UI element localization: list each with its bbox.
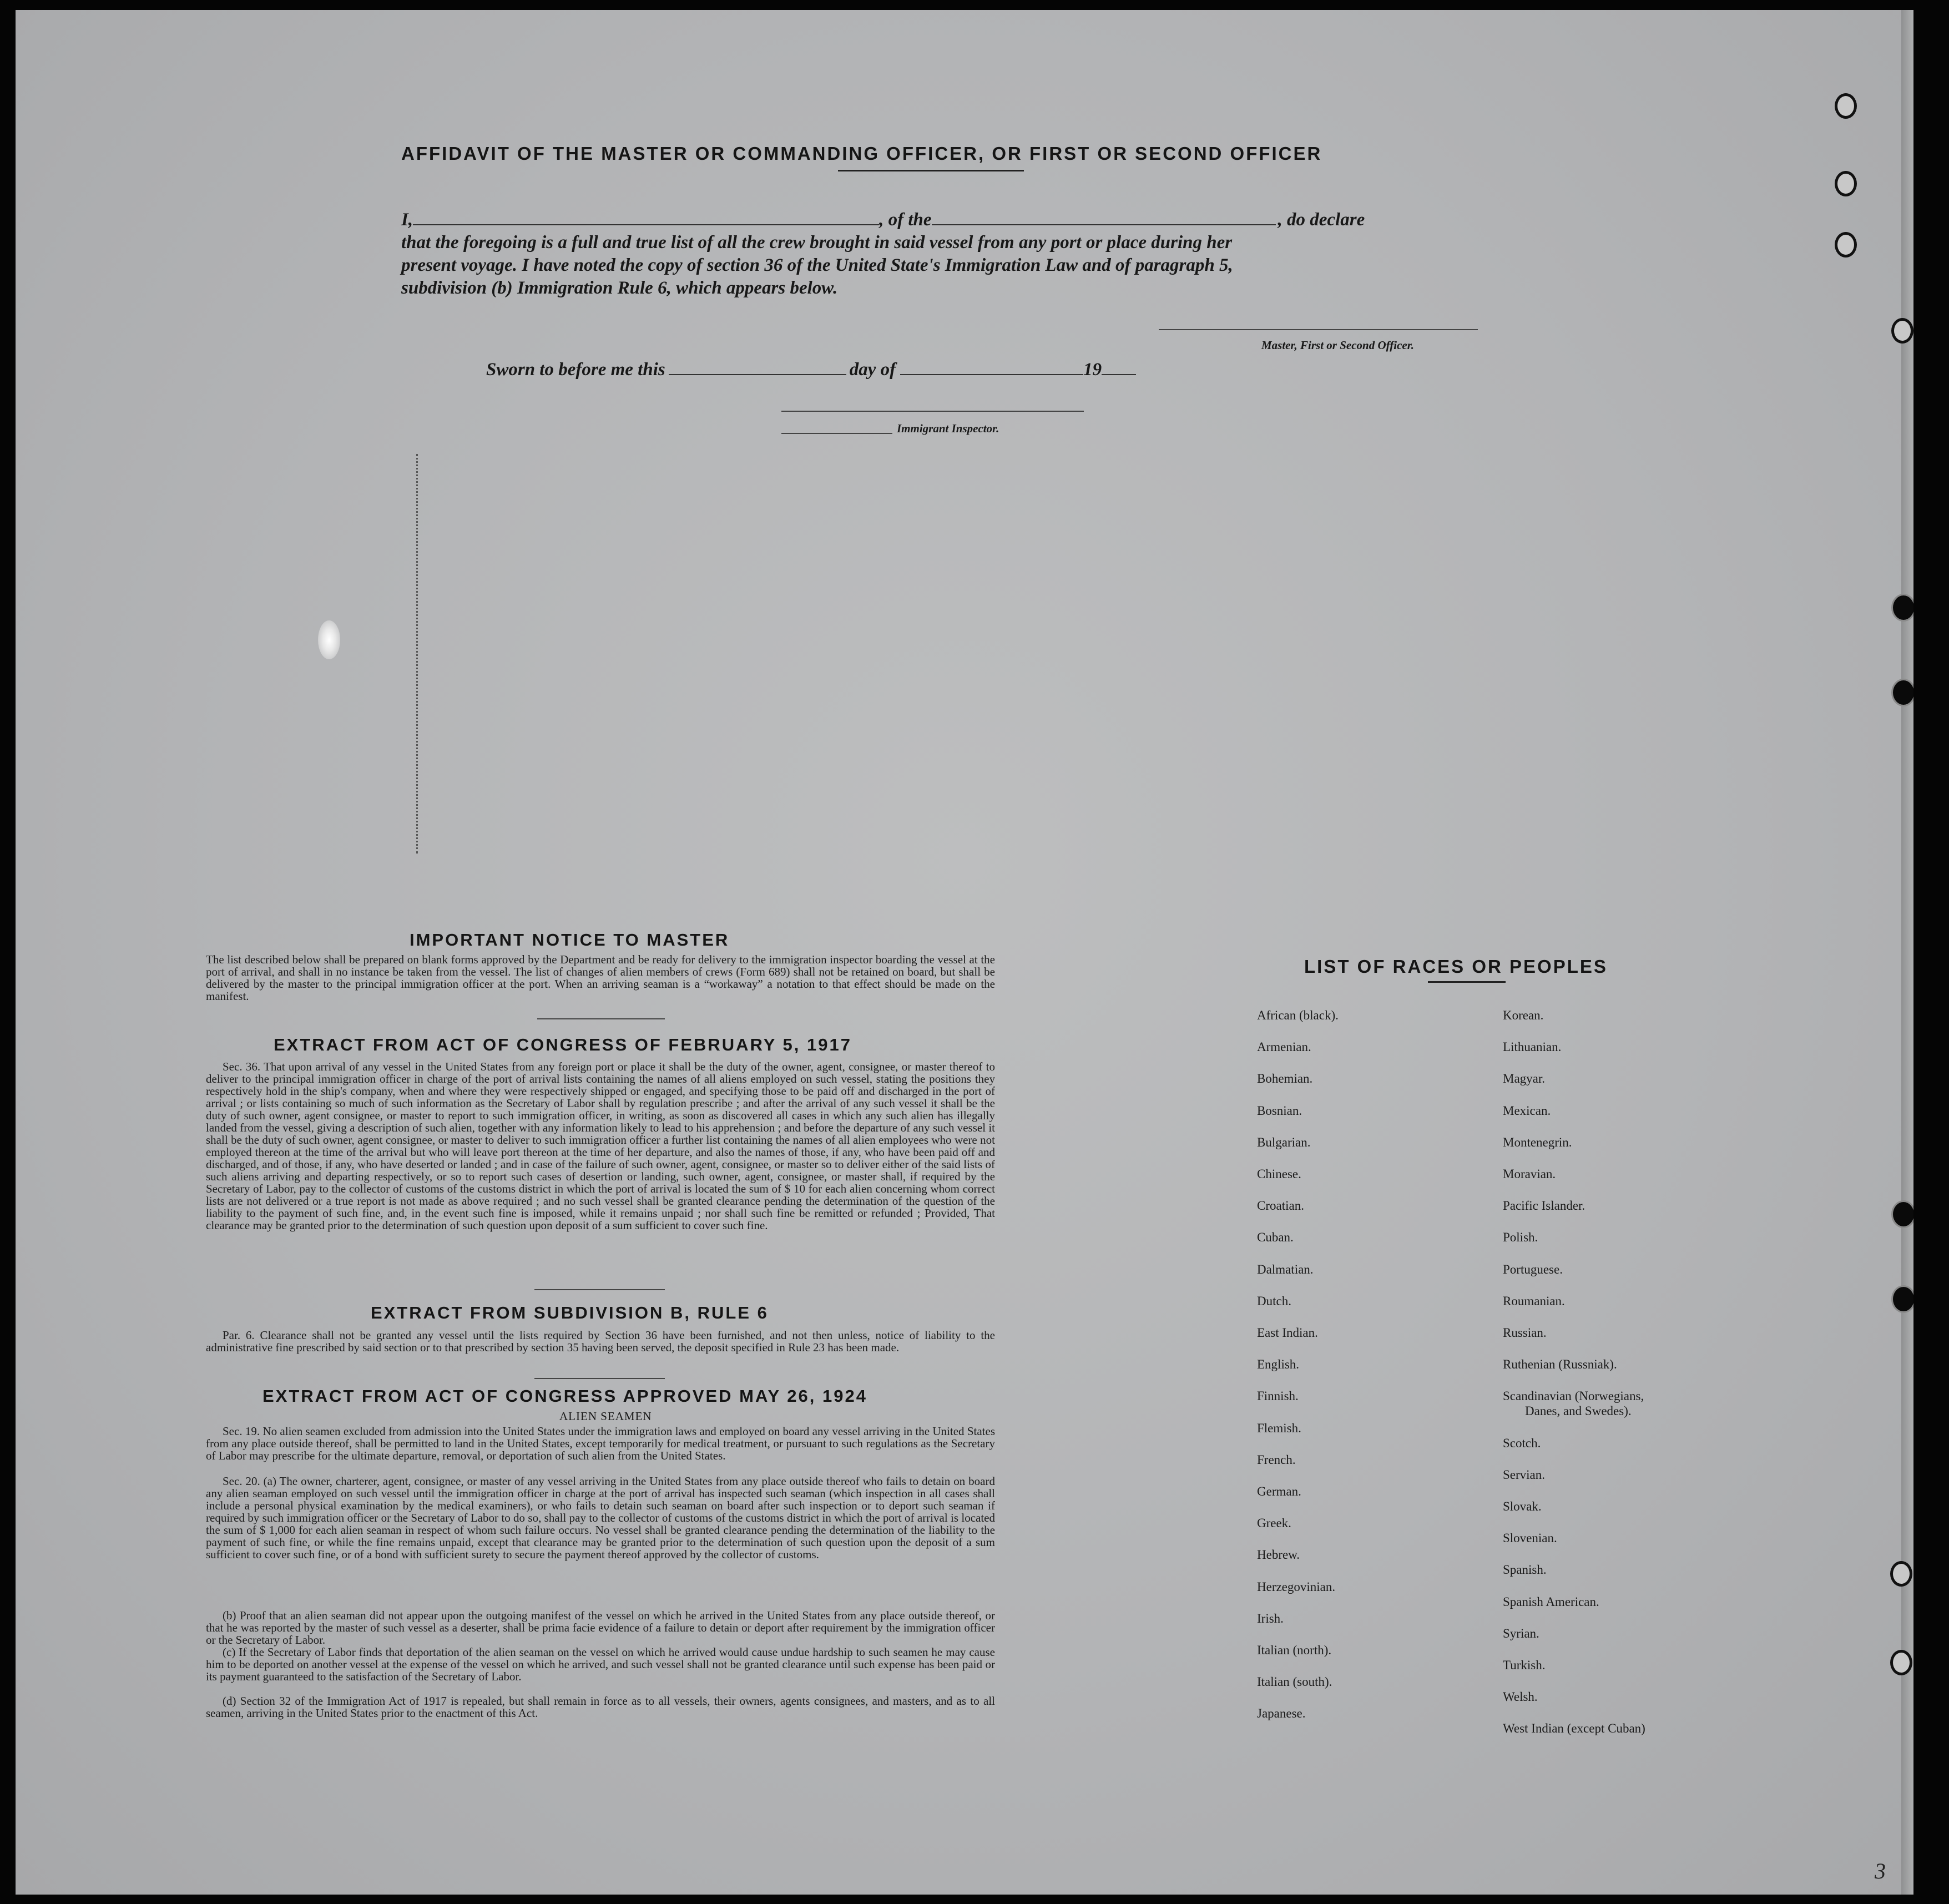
margin-dots <box>416 454 420 853</box>
race-item: Japanese. <box>1257 1706 1306 1721</box>
race-item: Slovenian. <box>1503 1531 1557 1546</box>
sworn-month-blank[interactable] <box>900 374 1083 375</box>
punch-hole <box>1890 1561 1912 1587</box>
race-item: Ruthenian (Russniak). <box>1503 1357 1617 1372</box>
race-item: Pacific Islander. <box>1503 1199 1586 1213</box>
race-item: Portuguese. <box>1503 1262 1563 1276</box>
extract-1917-text: Sec. 36. That upon arrival of any vessel in the United States from any foreign port or place it shall be the duty of the owner, agent, consignee, or master thereof to deliver to the principal immigration officer in charge of the port of arrival lists containing the names of all aliens employed on such vessel, stating the positions they respectively hold in the ship's company, when and where they were respectively shipped or engaged, and specifying those to be paid off and discharged in the port of arrival ; or lists containing so much of such information as the Secretary of Labor shall by regulation prescribe ; and after the arrival of any such vessel it shall be the duty of such owner, agent consignee, or master to report to such immigration officer, in writing, as soon as discovered all cases in which any such alien has illegally landed from the vessel, giving a description of such alien, together with any information likely to lead to his apprehension ; and before the departure of any such vessel it shall be the duty of such owner, agent consignee, or master to deliver to such immigration officer a further list containing the names of all alien employees who were not employed thereon at the time of the arrival but who will leave port thereon at the time of her departure, and also the names of those, if any, who have been paid off and discharged, and of those, if any, who have deserted or landed ; and in case of the failure of such owner, agent, consignee, or master so to deliver either of the said lists of such aliens arriving and departing respectively, or so to report such cases of desertion or landing, such owner, agent, consignee, or master shall, if required by the Secretary of Labor, pay to the collector of customs of the customs district in which the port of arrival is located the sum of $ 10 for each alien concerning whom correct lists are not delivered or a true report is not made as above required ; and no such vessel shall be granted clearance pending the determination of the question of the liability to the payment of such fine, and, in the event such fine is imposed, while it remains unpaid ; nor shall such fine be remitted or refunded ; Provided, That clearance may be granted prior to the determination of such question upon deposit of a sum sufficient to cover such fine. <box>206 1060 995 1232</box>
race-item: Korean. <box>1503 1008 1544 1022</box>
race-item: Cuban. <box>1257 1230 1294 1245</box>
sworn-day-blank[interactable] <box>669 374 846 375</box>
race-item: Danes, and Swedes). <box>1525 1404 1632 1418</box>
extract-1924-title: EXTRACT FROM ACT OF CONGRESS APPROVED MAY 26, 1924 <box>262 1386 867 1406</box>
race-item: French. <box>1257 1452 1296 1467</box>
race-item: Italian (south). <box>1257 1675 1332 1689</box>
race-item: Montenegrin. <box>1503 1135 1572 1149</box>
extract-1917-title: EXTRACT FROM ACT OF CONGRESS OF FEBRUARY 5, 1917 <box>274 1035 852 1054</box>
punch-hole <box>1890 1650 1912 1675</box>
race-item: Turkish. <box>1503 1658 1546 1672</box>
race-item: Scotch. <box>1503 1436 1541 1450</box>
extract-1917-rule <box>534 1289 665 1290</box>
punch-hole <box>1891 1285 1913 1313</box>
sworn-year-blank[interactable] <box>1102 374 1136 375</box>
races-list-right <box>1503 1008 1747 1751</box>
race-item: Dalmatian. <box>1257 1262 1314 1276</box>
sec-20b-text: (b) Proof that an alien seaman did not appear upon the outgoing manifest of the vessel on which he arrived in the United States from any place outside thereof, or that he was reported by the master of such vessel as a deserter, shall be prima facie evidence of a failure to detain or deport after requirement by the immigration officer or the Secretary of Labor. <box>206 1609 995 1647</box>
race-item: Slovak. <box>1503 1499 1542 1513</box>
race-item: Scandinavian (Norwegians, <box>1503 1389 1644 1403</box>
race-item: Spanish. <box>1503 1563 1547 1577</box>
declaration-line-4: subdivision (b) Immigration Rule 6, which appears below. <box>401 278 838 298</box>
race-item: Roumanian. <box>1503 1294 1565 1308</box>
inspector-short-line[interactable] <box>781 433 892 434</box>
race-item: Bohemian. <box>1257 1072 1313 1086</box>
notice-title: IMPORTANT NOTICE TO MASTER <box>410 930 730 950</box>
sworn-label: Sworn to before me this <box>486 360 665 380</box>
title-rule <box>838 170 1024 171</box>
race-item: Magyar. <box>1503 1072 1546 1086</box>
notice-rule <box>537 1018 665 1019</box>
race-item: Moravian. <box>1503 1167 1556 1181</box>
master-label: Master, First or Second Officer. <box>1261 339 1414 352</box>
sec-19-text: Sec. 19. No alien seamen excluded from admission into the United States under the immigration laws and employed on board any vessel arriving in the United States from any place outside thereof, shall be permitted to land in the United States, except temporarily for medical treatment, or pursuant to such regulations as the Secretary of Labor may prescribe for the ultimate departure, removal, or deportation of such alien from the United States. <box>206 1425 995 1462</box>
document-page <box>16 10 1913 1895</box>
punch-hole <box>1835 171 1857 196</box>
sworn-line <box>486 360 1136 380</box>
race-item: Russian. <box>1503 1326 1547 1340</box>
notice-text: The list described below shall be prepared on blank forms approved by the Department and be ready for delivery to the immigration inspector boarding the vessel at the port of arrival, and shall in no instance be taken from the vessel. The list of changes of alien members of crews (Form 689) shall not be retained on board, but shall be delivered by the master to the principal immigration officer at the port. When an arriving seaman is a “workaway” a notation to that effect should be made on the manifest. <box>206 953 995 1003</box>
affidavit-title: AFFIDAVIT OF THE MASTER OR COMMANDING OFFICER, OR FIRST OR SECOND OFFICER <box>401 143 1322 164</box>
affidavit-declaration <box>401 209 1481 300</box>
race-item: Welsh. <box>1503 1690 1538 1704</box>
page-edge <box>1901 10 1913 1895</box>
race-item: English. <box>1257 1357 1300 1372</box>
punch-hole <box>1891 679 1913 706</box>
race-item: Hebrew. <box>1257 1548 1300 1562</box>
extract-rule6-rule <box>534 1378 665 1379</box>
race-item: Spanish American. <box>1503 1594 1599 1609</box>
race-item: Bulgarian. <box>1257 1135 1311 1149</box>
race-item: Polish. <box>1503 1230 1538 1245</box>
declaration-of: , of the <box>879 210 932 230</box>
race-item: Lithuanian. <box>1503 1040 1562 1054</box>
declaration-i: I, <box>401 210 413 230</box>
sec-20d-text: (d) Section 32 of the Immigration Act of 1917 is repealed, but shall remain in force as to all vessels, their owners, agents consignees, and masters, and as to all seamen, arriving in the United States prior to the enactment of this Act. <box>206 1694 995 1720</box>
race-item: Armenian. <box>1257 1040 1311 1054</box>
race-item: West Indian (except Cuban) <box>1503 1721 1645 1736</box>
extract-1924-subtitle: ALIEN SEAMEN <box>559 1410 652 1423</box>
race-item: Bosnian. <box>1257 1103 1302 1118</box>
race-item: Dutch. <box>1257 1294 1291 1308</box>
race-item: Italian (north). <box>1257 1643 1332 1657</box>
name-blank[interactable] <box>413 224 879 225</box>
punch-hole <box>1891 318 1913 344</box>
punch-hole <box>1891 1200 1913 1228</box>
declaration-line-2: that the foregoing is a full and true list of all the crew brought in said vessel from any port or place during her <box>401 233 1233 252</box>
day-of-label: day of <box>849 360 896 380</box>
declaration-line-3: present voyage. I have noted the copy of section 36 of the United State's Immigration Law and of paragraph 5, <box>401 255 1233 275</box>
race-item: Greek. <box>1257 1516 1291 1531</box>
races-title: LIST OF RACES OR PEOPLES <box>1304 956 1608 977</box>
race-item: African (black). <box>1257 1008 1339 1022</box>
year-label: 19 <box>1083 360 1102 380</box>
inspector-signature-line[interactable] <box>781 411 1084 412</box>
race-item: Mexican. <box>1503 1103 1551 1118</box>
punch-hole <box>1835 232 1857 257</box>
punch-hole <box>1835 93 1857 119</box>
declaration-do: , do declare <box>1278 210 1365 230</box>
scan-glare <box>318 620 340 659</box>
inspector-label: Immigrant Inspector. <box>897 422 999 435</box>
race-item: Finnish. <box>1257 1389 1299 1403</box>
race-item: Syrian. <box>1503 1626 1539 1640</box>
race-item: German. <box>1257 1484 1301 1498</box>
extract-rule6-text: Par. 6. Clearance shall not be granted any vessel until the lists required by Section 36 have been furnished, and not then unless, notice of liability to the administrative fine prescribed by said section or to that prescribed by section 35 having been served, the deposit specified in Rule 23 has been made. <box>206 1329 995 1354</box>
race-item: Herzegovinian. <box>1257 1579 1336 1594</box>
race-item: East Indian. <box>1257 1326 1318 1340</box>
races-list-left <box>1257 1008 1479 1746</box>
sec-20c-text: (c) If the Secretary of Labor finds that deportation of the alien seaman on the vessel on which he arrived would cause undue hardship to such seamen he may cause him to be deported on another vessel at the expense of the vessel on which he arrived, and such vessel shall not be granted clearance until such expense has been paid or its payment guaranteed to the satisfaction of the Secretary of Labor. <box>206 1645 995 1683</box>
sec-20a-text: Sec. 20. (a) The owner, charterer, agent, consignee, or master of any vessel arriving in the United States from any place outside thereof who fails to detain on board any alien seaman employed on such vessel until the immigration officer in charge at the port of arrival has inspected such seaman (which inspection in all cases shall include a personal physical examination by the medical examiners), or who fails to detain such seaman on board after such inspection or to deport such seaman if required by such immigration officer or the Secretary of Labor to do so, shall pay to the collector of customs of the customs district in which the port of arrival is located the sum of $ 1,000 for each alien seaman in respect of whom such failure occurs. No vessel shall be granted clearance pending the determination of the liability to the payment of such fine, or while the fine remains unpaid, except that clearance may be granted prior to the determination of such question upon the deposit of a sum sufficient to cover such fine, or of a bond with sufficient surety to secure the payment thereof approved by the collector of customs. <box>206 1474 995 1561</box>
race-item: Servian. <box>1503 1467 1546 1482</box>
master-signature-line[interactable] <box>1159 329 1478 330</box>
race-item: Irish. <box>1257 1611 1284 1625</box>
extract-rule6-title: EXTRACT FROM SUBDIVISION B, RULE 6 <box>371 1303 769 1322</box>
punch-hole <box>1891 594 1913 622</box>
races-rule <box>1428 981 1506 983</box>
race-item: Chinese. <box>1257 1167 1301 1181</box>
vessel-blank[interactable] <box>932 224 1276 225</box>
page-number: 3 <box>1875 1858 1886 1883</box>
race-item: Flemish. <box>1257 1421 1301 1435</box>
race-item: Croatian. <box>1257 1199 1304 1213</box>
